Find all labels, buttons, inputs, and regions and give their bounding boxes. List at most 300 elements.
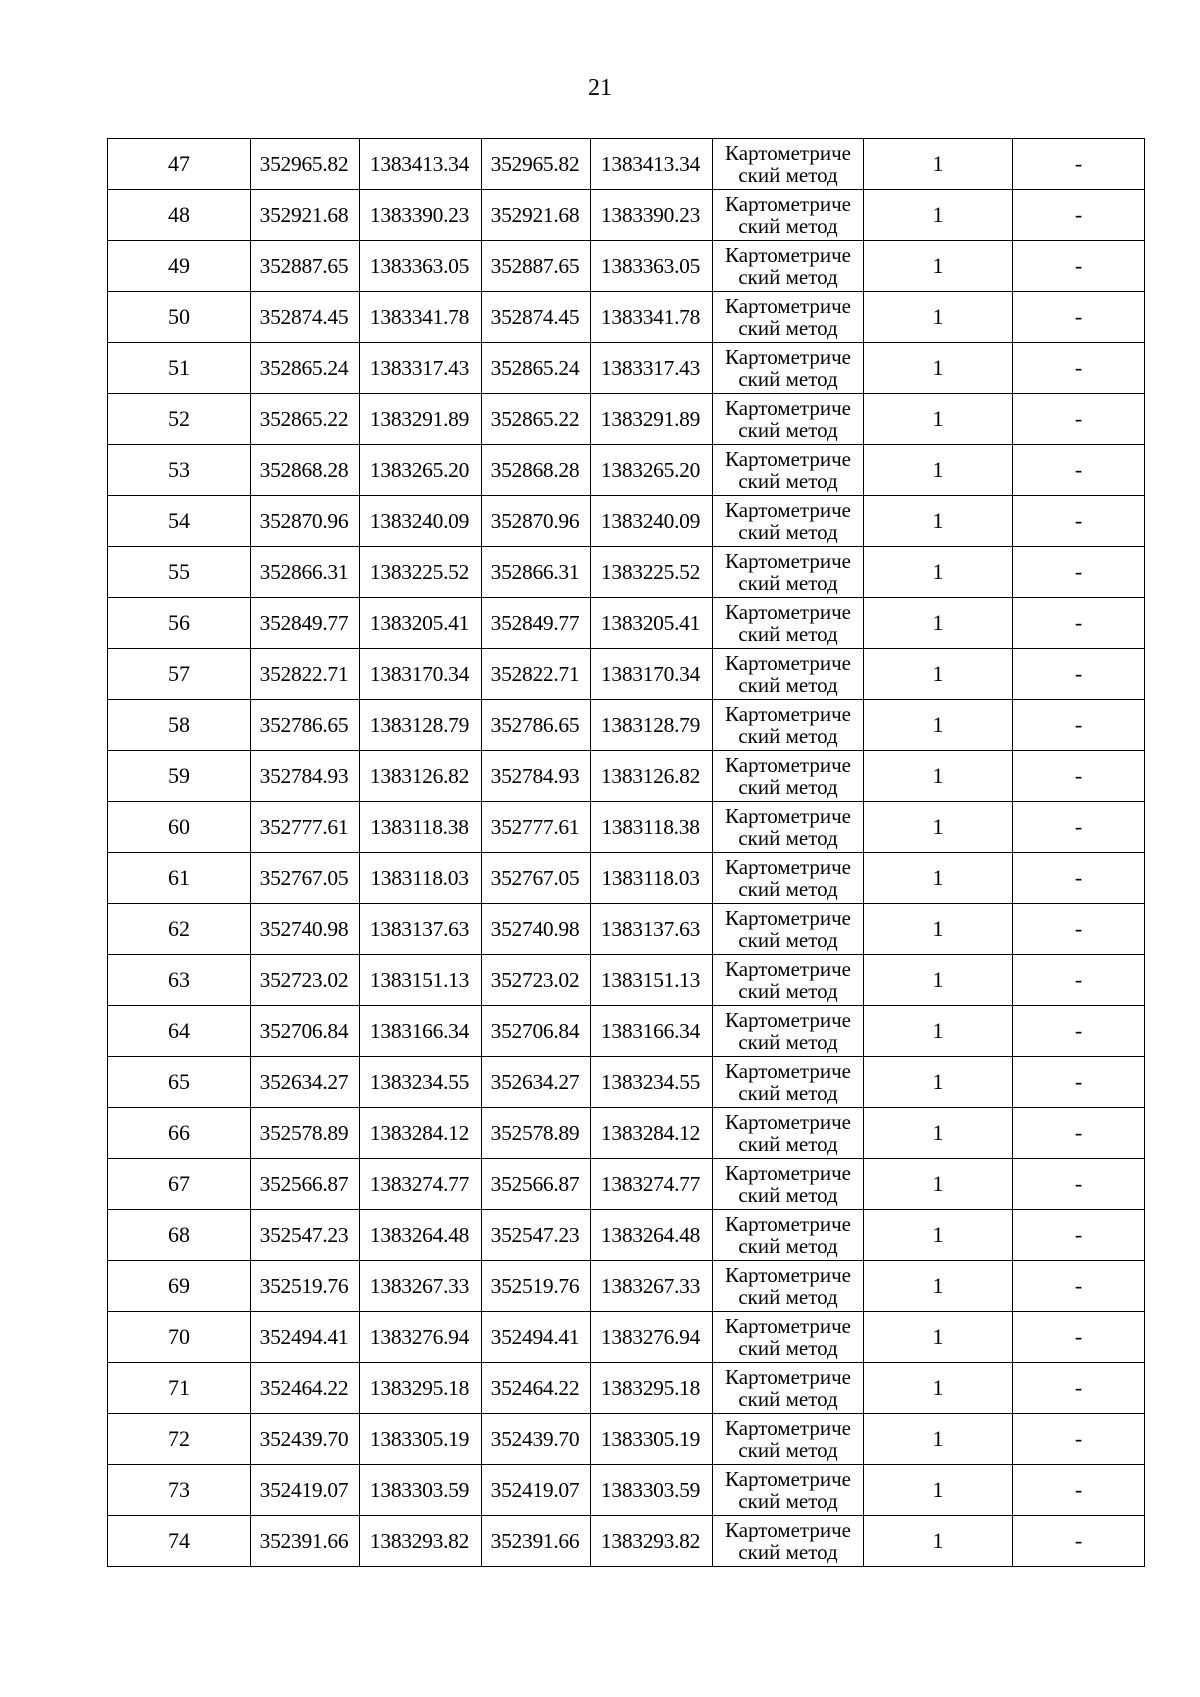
table-row (108, 1210, 1145, 1261)
y-coordinate-cell: 1383274.77 (360, 1159, 482, 1210)
table-row (108, 598, 1145, 649)
table-row (108, 139, 1145, 190)
method-label-line2: ский метод (738, 418, 838, 442)
x-coordinate-cell: 352874.45 (482, 292, 591, 343)
note-cell: - (1013, 1057, 1145, 1108)
method-label-line2: ский метод (738, 316, 838, 340)
precision-cell: 1 (864, 1261, 1013, 1312)
y-coordinate-cell: 1383118.03 (360, 853, 482, 904)
point-number-cell: 49 (108, 241, 251, 292)
method-cell (713, 1159, 864, 1210)
note-cell: - (1013, 445, 1145, 496)
y-coordinate-cell: 1383170.34 (360, 649, 482, 700)
precision-cell: 1 (864, 1006, 1013, 1057)
method-label-line1: Картометриче (725, 498, 851, 522)
point-number-cell: 50 (108, 292, 251, 343)
y-coordinate-cell: 1383303.59 (360, 1465, 482, 1516)
method-label-line2: ский метод (738, 265, 838, 289)
method-cell (713, 751, 864, 802)
point-number-cell: 63 (108, 955, 251, 1006)
point-number-cell: 65 (108, 1057, 251, 1108)
point-number-cell: 51 (108, 343, 251, 394)
method-label-line2: ский метод (738, 1438, 838, 1462)
y-coordinate-cell: 1383317.43 (591, 343, 713, 394)
x-coordinate-cell: 352723.02 (251, 955, 360, 1006)
y-coordinate-cell: 1383363.05 (591, 241, 713, 292)
method-label-line2: ский метод (738, 826, 838, 850)
method-label-line1: Картометриче (725, 294, 851, 318)
method-label-line2: ский метод (738, 1183, 838, 1207)
x-coordinate-cell: 352786.65 (251, 700, 360, 751)
note-cell: - (1013, 1465, 1145, 1516)
precision-cell: 1 (864, 496, 1013, 547)
y-coordinate-cell: 1383128.79 (360, 700, 482, 751)
x-coordinate-cell: 352921.68 (251, 190, 360, 241)
y-coordinate-cell: 1383341.78 (591, 292, 713, 343)
method-label-line2: ский метод (738, 520, 838, 544)
x-coordinate-cell: 352578.89 (482, 1108, 591, 1159)
method-cell (713, 1108, 864, 1159)
x-coordinate-cell: 352865.22 (251, 394, 360, 445)
method-label-line2: ский метод (738, 673, 838, 697)
method-label-line2: ский метод (738, 979, 838, 1003)
point-number-cell: 70 (108, 1312, 251, 1363)
method-cell (713, 802, 864, 853)
coordinates-table (107, 138, 1145, 1567)
note-cell: - (1013, 1261, 1145, 1312)
method-label-line2: ский метод (738, 775, 838, 799)
x-coordinate-cell: 352723.02 (482, 955, 591, 1006)
method-cell (713, 547, 864, 598)
note-cell: - (1013, 1312, 1145, 1363)
point-number-cell: 61 (108, 853, 251, 904)
method-cell (713, 853, 864, 904)
y-coordinate-cell: 1383413.34 (360, 139, 482, 190)
y-coordinate-cell: 1383305.19 (591, 1414, 713, 1465)
note-cell: - (1013, 292, 1145, 343)
table-row (108, 904, 1145, 955)
precision-cell: 1 (864, 904, 1013, 955)
table-row (108, 1363, 1145, 1414)
x-coordinate-cell: 352519.76 (251, 1261, 360, 1312)
point-number-cell: 47 (108, 139, 251, 190)
precision-cell: 1 (864, 445, 1013, 496)
method-label-line1: Картометриче (725, 1365, 851, 1389)
y-coordinate-cell: 1383413.34 (591, 139, 713, 190)
method-cell (713, 1057, 864, 1108)
y-coordinate-cell: 1383267.33 (591, 1261, 713, 1312)
precision-cell: 1 (864, 649, 1013, 700)
x-coordinate-cell: 352439.70 (482, 1414, 591, 1465)
y-coordinate-cell: 1383137.63 (360, 904, 482, 955)
precision-cell: 1 (864, 1516, 1013, 1567)
y-coordinate-cell: 1383118.38 (591, 802, 713, 853)
x-coordinate-cell: 352634.27 (482, 1057, 591, 1108)
method-label-line1: Картометриче (725, 243, 851, 267)
y-coordinate-cell: 1383205.41 (591, 598, 713, 649)
y-coordinate-cell: 1383205.41 (360, 598, 482, 649)
method-label-line2: ский метод (738, 1081, 838, 1105)
x-coordinate-cell: 352419.07 (251, 1465, 360, 1516)
y-coordinate-cell: 1383118.03 (591, 853, 713, 904)
method-label-line1: Картометриче (725, 1518, 851, 1542)
x-coordinate-cell: 352547.23 (482, 1210, 591, 1261)
method-cell (713, 598, 864, 649)
precision-cell: 1 (864, 853, 1013, 904)
y-coordinate-cell: 1383240.09 (591, 496, 713, 547)
x-coordinate-cell: 352921.68 (482, 190, 591, 241)
method-label-line1: Картометриче (725, 1008, 851, 1032)
x-coordinate-cell: 352822.71 (482, 649, 591, 700)
x-coordinate-cell: 352706.84 (251, 1006, 360, 1057)
note-cell: - (1013, 955, 1145, 1006)
method-label-line1: Картометриче (725, 1212, 851, 1236)
table-row (108, 1516, 1145, 1567)
method-label-line1: Картометриче (725, 1416, 851, 1440)
x-coordinate-cell: 352566.87 (251, 1159, 360, 1210)
precision-cell: 1 (864, 1363, 1013, 1414)
note-cell: - (1013, 394, 1145, 445)
note-cell: - (1013, 1108, 1145, 1159)
y-coordinate-cell: 1383151.13 (360, 955, 482, 1006)
y-coordinate-cell: 1383128.79 (591, 700, 713, 751)
note-cell: - (1013, 1159, 1145, 1210)
note-cell: - (1013, 547, 1145, 598)
table-row (108, 1057, 1145, 1108)
y-coordinate-cell: 1383303.59 (591, 1465, 713, 1516)
x-coordinate-cell: 352887.65 (482, 241, 591, 292)
point-number-cell: 73 (108, 1465, 251, 1516)
table-row (108, 1006, 1145, 1057)
precision-cell: 1 (864, 751, 1013, 802)
note-cell: - (1013, 751, 1145, 802)
x-coordinate-cell: 352849.77 (251, 598, 360, 649)
x-coordinate-cell: 352887.65 (251, 241, 360, 292)
x-coordinate-cell: 352494.41 (251, 1312, 360, 1363)
method-label-line2: ский метод (738, 469, 838, 493)
point-number-cell: 66 (108, 1108, 251, 1159)
x-coordinate-cell: 352391.66 (251, 1516, 360, 1567)
method-cell (713, 1261, 864, 1312)
table-row (108, 955, 1145, 1006)
method-cell (713, 1312, 864, 1363)
point-number-cell: 55 (108, 547, 251, 598)
x-coordinate-cell: 352870.96 (482, 496, 591, 547)
method-label-line1: Картометриче (725, 906, 851, 930)
y-coordinate-cell: 1383166.34 (360, 1006, 482, 1057)
x-coordinate-cell: 352740.98 (482, 904, 591, 955)
method-cell (713, 1210, 864, 1261)
method-cell (713, 292, 864, 343)
method-label-line1: Картометриче (725, 702, 851, 726)
table-row (108, 547, 1145, 598)
method-label-line1: Картометриче (725, 549, 851, 573)
x-coordinate-cell: 352865.22 (482, 394, 591, 445)
method-label-line1: Картометриче (725, 1161, 851, 1185)
table-row (108, 1108, 1145, 1159)
method-label-line2: ский метод (738, 1285, 838, 1309)
method-label-line1: Картометриче (725, 141, 851, 165)
method-cell (713, 190, 864, 241)
method-label-line2: ский метод (738, 622, 838, 646)
method-cell (713, 649, 864, 700)
precision-cell: 1 (864, 598, 1013, 649)
y-coordinate-cell: 1383276.94 (360, 1312, 482, 1363)
table-row (108, 394, 1145, 445)
point-number-cell: 58 (108, 700, 251, 751)
method-label-line1: Картометриче (725, 447, 851, 471)
note-cell: - (1013, 904, 1145, 955)
y-coordinate-cell: 1383390.23 (360, 190, 482, 241)
y-coordinate-cell: 1383390.23 (591, 190, 713, 241)
method-label-line1: Картометриче (725, 651, 851, 675)
method-label-line1: Картометриче (725, 192, 851, 216)
note-cell: - (1013, 190, 1145, 241)
note-cell: - (1013, 1006, 1145, 1057)
method-label-line1: Картометриче (725, 600, 851, 624)
method-cell (713, 139, 864, 190)
point-number-cell: 60 (108, 802, 251, 853)
note-cell: - (1013, 853, 1145, 904)
y-coordinate-cell: 1383234.55 (591, 1057, 713, 1108)
table-row (108, 1159, 1145, 1210)
method-label-line2: ский метод (738, 1387, 838, 1411)
precision-cell: 1 (864, 1108, 1013, 1159)
table-row (108, 751, 1145, 802)
method-label-line1: Картометриче (725, 1467, 851, 1491)
precision-cell: 1 (864, 1465, 1013, 1516)
table-row (108, 1465, 1145, 1516)
method-cell (713, 496, 864, 547)
table-row (108, 241, 1145, 292)
table-row (108, 343, 1145, 394)
x-coordinate-cell: 352566.87 (482, 1159, 591, 1210)
method-cell (713, 343, 864, 394)
table-row (108, 1312, 1145, 1363)
point-number-cell: 52 (108, 394, 251, 445)
y-coordinate-cell: 1383293.82 (591, 1516, 713, 1567)
y-coordinate-cell: 1383267.33 (360, 1261, 482, 1312)
table-row (108, 649, 1145, 700)
page-number: 21 (588, 75, 612, 101)
x-coordinate-cell: 352784.93 (482, 751, 591, 802)
x-coordinate-cell: 352634.27 (251, 1057, 360, 1108)
method-label-line2: ский метод (738, 877, 838, 901)
point-number-cell: 56 (108, 598, 251, 649)
x-coordinate-cell: 352578.89 (251, 1108, 360, 1159)
point-number-cell: 72 (108, 1414, 251, 1465)
method-label-line1: Картометриче (725, 345, 851, 369)
y-coordinate-cell: 1383151.13 (591, 955, 713, 1006)
note-cell: - (1013, 1516, 1145, 1567)
precision-cell: 1 (864, 1210, 1013, 1261)
note-cell: - (1013, 343, 1145, 394)
y-coordinate-cell: 1383284.12 (591, 1108, 713, 1159)
method-cell (713, 700, 864, 751)
method-label-line2: ский метод (738, 928, 838, 952)
table-row (108, 190, 1145, 241)
note-cell: - (1013, 241, 1145, 292)
method-label-line1: Картометриче (725, 957, 851, 981)
x-coordinate-cell: 352740.98 (251, 904, 360, 955)
y-coordinate-cell: 1383234.55 (360, 1057, 482, 1108)
point-number-cell: 69 (108, 1261, 251, 1312)
point-number-cell: 68 (108, 1210, 251, 1261)
table-row (108, 802, 1145, 853)
x-coordinate-cell: 352865.24 (251, 343, 360, 394)
precision-cell: 1 (864, 1414, 1013, 1465)
x-coordinate-cell: 352965.82 (482, 139, 591, 190)
table-row (108, 1261, 1145, 1312)
y-coordinate-cell: 1383225.52 (360, 547, 482, 598)
x-coordinate-cell: 352784.93 (251, 751, 360, 802)
y-coordinate-cell: 1383305.19 (360, 1414, 482, 1465)
x-coordinate-cell: 352965.82 (251, 139, 360, 190)
precision-cell: 1 (864, 547, 1013, 598)
x-coordinate-cell: 352866.31 (251, 547, 360, 598)
method-label-line1: Картометриче (725, 1059, 851, 1083)
y-coordinate-cell: 1383293.82 (360, 1516, 482, 1567)
x-coordinate-cell: 352519.76 (482, 1261, 591, 1312)
x-coordinate-cell: 352822.71 (251, 649, 360, 700)
method-label-line2: ский метод (738, 571, 838, 595)
y-coordinate-cell: 1383264.48 (591, 1210, 713, 1261)
method-label-line2: ский метод (738, 1336, 838, 1360)
y-coordinate-cell: 1383118.38 (360, 802, 482, 853)
precision-cell: 1 (864, 190, 1013, 241)
x-coordinate-cell: 352494.41 (482, 1312, 591, 1363)
method-label-line1: Картометриче (725, 1110, 851, 1134)
table-row (108, 496, 1145, 547)
method-label-line2: ский метод (738, 1234, 838, 1258)
x-coordinate-cell: 352786.65 (482, 700, 591, 751)
point-number-cell: 74 (108, 1516, 251, 1567)
y-coordinate-cell: 1383363.05 (360, 241, 482, 292)
point-number-cell: 48 (108, 190, 251, 241)
y-coordinate-cell: 1383137.63 (591, 904, 713, 955)
method-label-line2: ский метод (738, 214, 838, 238)
method-label-line2: ский метод (738, 724, 838, 748)
y-coordinate-cell: 1383317.43 (360, 343, 482, 394)
note-cell: - (1013, 700, 1145, 751)
table-row (108, 292, 1145, 343)
method-label-line1: Картометриче (725, 1263, 851, 1287)
y-coordinate-cell: 1383291.89 (591, 394, 713, 445)
note-cell: - (1013, 598, 1145, 649)
y-coordinate-cell: 1383265.20 (591, 445, 713, 496)
method-label-line2: ский метод (738, 1132, 838, 1156)
x-coordinate-cell: 352767.05 (482, 853, 591, 904)
note-cell: - (1013, 1363, 1145, 1414)
y-coordinate-cell: 1383126.82 (360, 751, 482, 802)
method-label-line1: Картометриче (725, 855, 851, 879)
note-cell: - (1013, 1210, 1145, 1261)
x-coordinate-cell: 352865.24 (482, 343, 591, 394)
point-number-cell: 67 (108, 1159, 251, 1210)
x-coordinate-cell: 352777.61 (482, 802, 591, 853)
precision-cell: 1 (864, 1159, 1013, 1210)
method-cell (713, 445, 864, 496)
point-number-cell: 59 (108, 751, 251, 802)
y-coordinate-cell: 1383240.09 (360, 496, 482, 547)
precision-cell: 1 (864, 139, 1013, 190)
point-number-cell: 53 (108, 445, 251, 496)
note-cell: - (1013, 802, 1145, 853)
precision-cell: 1 (864, 241, 1013, 292)
precision-cell: 1 (864, 1312, 1013, 1363)
method-label-line1: Картометриче (725, 1314, 851, 1338)
y-coordinate-cell: 1383170.34 (591, 649, 713, 700)
point-number-cell: 71 (108, 1363, 251, 1414)
precision-cell: 1 (864, 700, 1013, 751)
x-coordinate-cell: 352868.28 (251, 445, 360, 496)
method-label-line2: ский метод (738, 1540, 838, 1564)
y-coordinate-cell: 1383166.34 (591, 1006, 713, 1057)
method-label-line1: Картометриче (725, 396, 851, 420)
method-label-line1: Картометриче (725, 753, 851, 777)
method-cell (713, 1363, 864, 1414)
y-coordinate-cell: 1383295.18 (591, 1363, 713, 1414)
point-number-cell: 54 (108, 496, 251, 547)
y-coordinate-cell: 1383225.52 (591, 547, 713, 598)
point-number-cell: 62 (108, 904, 251, 955)
precision-cell: 1 (864, 1057, 1013, 1108)
x-coordinate-cell: 352391.66 (482, 1516, 591, 1567)
x-coordinate-cell: 352777.61 (251, 802, 360, 853)
table-row (108, 1414, 1145, 1465)
method-cell (713, 1414, 864, 1465)
method-cell (713, 955, 864, 1006)
x-coordinate-cell: 352874.45 (251, 292, 360, 343)
note-cell: - (1013, 1414, 1145, 1465)
y-coordinate-cell: 1383274.77 (591, 1159, 713, 1210)
x-coordinate-cell: 352868.28 (482, 445, 591, 496)
method-label-line2: ский метод (738, 1489, 838, 1513)
method-label-line2: ский метод (738, 1030, 838, 1054)
method-cell (713, 1006, 864, 1057)
y-coordinate-cell: 1383276.94 (591, 1312, 713, 1363)
method-cell (713, 241, 864, 292)
precision-cell: 1 (864, 955, 1013, 1006)
x-coordinate-cell: 352439.70 (251, 1414, 360, 1465)
x-coordinate-cell: 352866.31 (482, 547, 591, 598)
y-coordinate-cell: 1383341.78 (360, 292, 482, 343)
method-label-line2: ский метод (738, 163, 838, 187)
precision-cell: 1 (864, 394, 1013, 445)
method-label-line2: ский метод (738, 367, 838, 391)
table-row (108, 445, 1145, 496)
point-number-cell: 57 (108, 649, 251, 700)
note-cell: - (1013, 649, 1145, 700)
y-coordinate-cell: 1383284.12 (360, 1108, 482, 1159)
x-coordinate-cell: 352870.96 (251, 496, 360, 547)
method-cell (713, 394, 864, 445)
note-cell: - (1013, 139, 1145, 190)
table-row (108, 853, 1145, 904)
precision-cell: 1 (864, 343, 1013, 394)
x-coordinate-cell: 352849.77 (482, 598, 591, 649)
method-label-line1: Картометриче (725, 804, 851, 828)
precision-cell: 1 (864, 292, 1013, 343)
point-number-cell: 64 (108, 1006, 251, 1057)
x-coordinate-cell: 352706.84 (482, 1006, 591, 1057)
method-cell (713, 904, 864, 955)
y-coordinate-cell: 1383126.82 (591, 751, 713, 802)
y-coordinate-cell: 1383264.48 (360, 1210, 482, 1261)
precision-cell: 1 (864, 802, 1013, 853)
x-coordinate-cell: 352464.22 (482, 1363, 591, 1414)
table-body (108, 139, 1145, 1567)
